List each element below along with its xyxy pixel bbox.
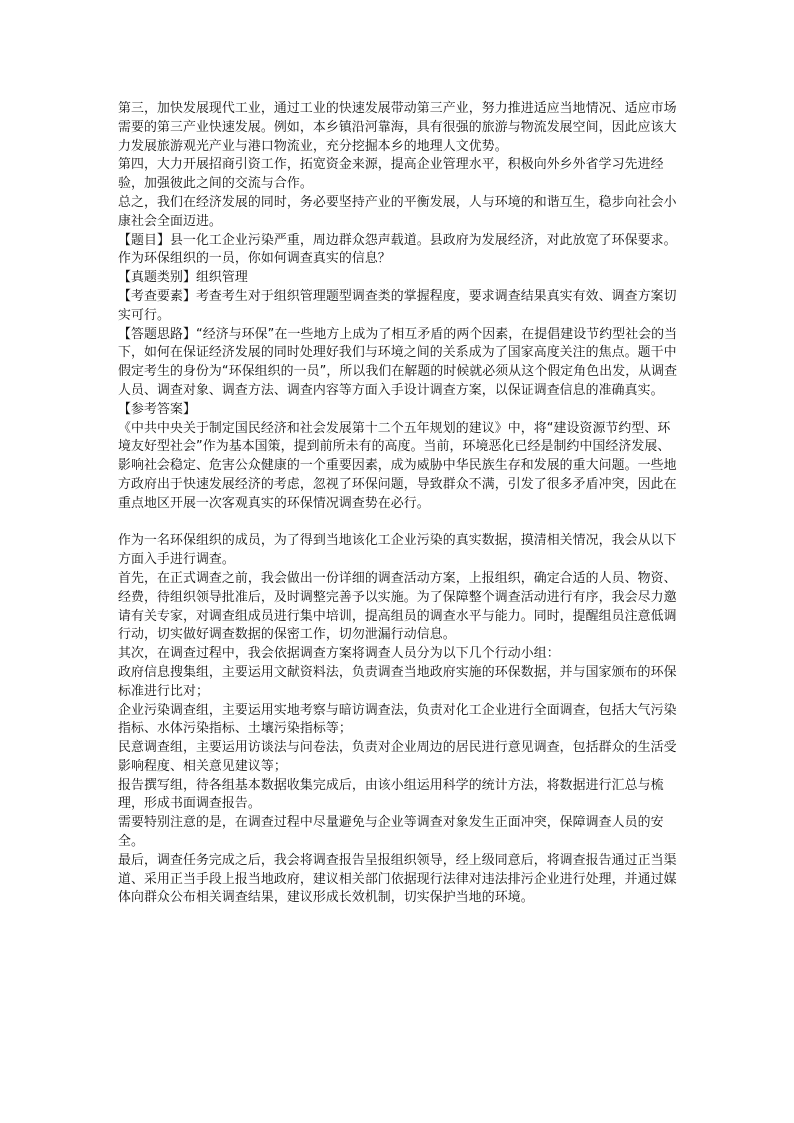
safety-note: 需要特别注意的是，在调查过程中尽量避免与企业等调查对象发生正面冲突，保障调查人员的安全。 (118, 815, 664, 850)
paragraph-fourth-point: 第四，大力开展招商引资工作，拓宽资金来源，提高企业管理水平，积极向外乡外省学习先进经验，加强彼此之间的交流与合作。 (118, 157, 664, 192)
paragraph-third-point: 第三，加快发展现代工业，通过工业的快速发展带动第三产业，努力推进适应当地情况、适应市场需要的第三产业快速发展。例如，本乡镇沿河靠海，具有很强的旅游与物流发展空间，因此应该大力发展旅游观光产业与港口物流业，充分挖掘本乡的地理人文优势。 (118, 101, 677, 154)
group-enterprise-pollution: 企业污染调查组，主要运用实地考察与暗访调查法，负责对化工企业进行全面调查，包括大气污染指标、水体污染指标、土壤污染指标等； (118, 702, 677, 737)
group-public-opinion: 民意调查组，主要运用访谈法与问卷法，负责对企业周边的居民进行意见调查，包括群众的生活受影响程度、相关意见建议等； (118, 740, 677, 774)
document-page (118, 100, 678, 908)
paragraph-conclusion: 总之，我们在经济发展的同时，务必要坚持产业的平衡发展，人与环境的和谐互生，稳步向社会小康社会全面迈进。 (118, 194, 677, 229)
question-title: 【题目】县一化工企业污染严重，周边群众怨声载道。县政府为发展经济，对此放宽了环保要求。作为环保组织的一员，你如何调查真实的信息？ (118, 232, 677, 267)
group-government-info: 政府信息搜集组，主要运用文献资料法，负责调查当地政府实施的环保数据，并与国家颁布的环保标准进行比对； (118, 664, 677, 699)
answer-step-first: 首先，在正式调查之前，我会做出一份详细的调查活动方案，上报组织，确定合适的人员、物资、经费，待组织领导批准后，及时调整完善予以实施。为了保障整个调查活动进行有序，我会尽力邀请有关专家，对调查组成员进行集中培训，提高组员的调查水平与能力。同时，提醒组员注意低调行动，切实做好调查数据的保密工作，切勿泄漏行动信息。 (118, 570, 677, 643)
group-report-writing: 报告撰写组，待各组基本数据收集完成后，由该小组运用科学的统计方法，将数据进行汇总与梳理，形成书面调查报告。 (118, 777, 664, 812)
answer-approach: 【答题思路】“经济与环保”在一些地方上成为了相互矛盾的两个因素，在提倡建设节约型社会的当下，如何在保证经济发展的同时处理好我们与环境之间的关系成为了国家高度关注的焦点。题干中假定考生的身份为“环保组织的一员”，所以我们在解题的时候就必须从这个假定角色出发，从调查人员、调查对象、调查方法、调查内容等方面入手设计调查方案，以保证调查信息的准确真实。 (118, 326, 678, 398)
question-category: 【真题类别】组织管理 (118, 270, 248, 286)
assessment-elements: 【考查要素】考查考生对于组织管理题型调查类的掌握程度，要求调查结果真实有效、调查方案切实可行。 (118, 288, 677, 323)
reference-answer-heading: 【参考答案】 (118, 401, 196, 417)
answer-step-last: 最后，调查任务完成之后，我会将调查报告呈报组织领导，经上级同意后，将调查报告通过正当渠道、采用正当手段上报当地政府，建议相关部门依据现行法律对违法排污企业进行处理，并通过媒体向群众公布相关调查结果，建议形成长效机制，切实保护当地的环境。 (118, 852, 677, 906)
answer-introduction: 《中共中央关于制定国民经济和社会发展第十二个五年规划的建议》中，将“建设资源节约型、环境友好型社会”作为基本国策，提到前所未有的高度。当前，环境恶化已经是制约中国经济发展、影响社会稳定、危害公众健康的一个重要因素，成为威胁中华民族生存和发展的重大问题。一些地方政府出于快速发展经济的考虑，忽视了环保问题，导致群众不满，引发了很多矛盾冲突，因此在重点地区开展一次客观真实的环保情况调查势在必行。 (118, 420, 677, 511)
blank-line (118, 514, 678, 533)
answer-step-second: 其次，在调查过程中，我会依据调查方案将调查人员分为以下几个行动小组： (118, 646, 560, 662)
answer-overview: 作为一名环保组织的成员，为了得到当地该化工企业污染的真实数据，摸清相关情况，我会从以下方面入手进行调查。 (118, 533, 677, 568)
